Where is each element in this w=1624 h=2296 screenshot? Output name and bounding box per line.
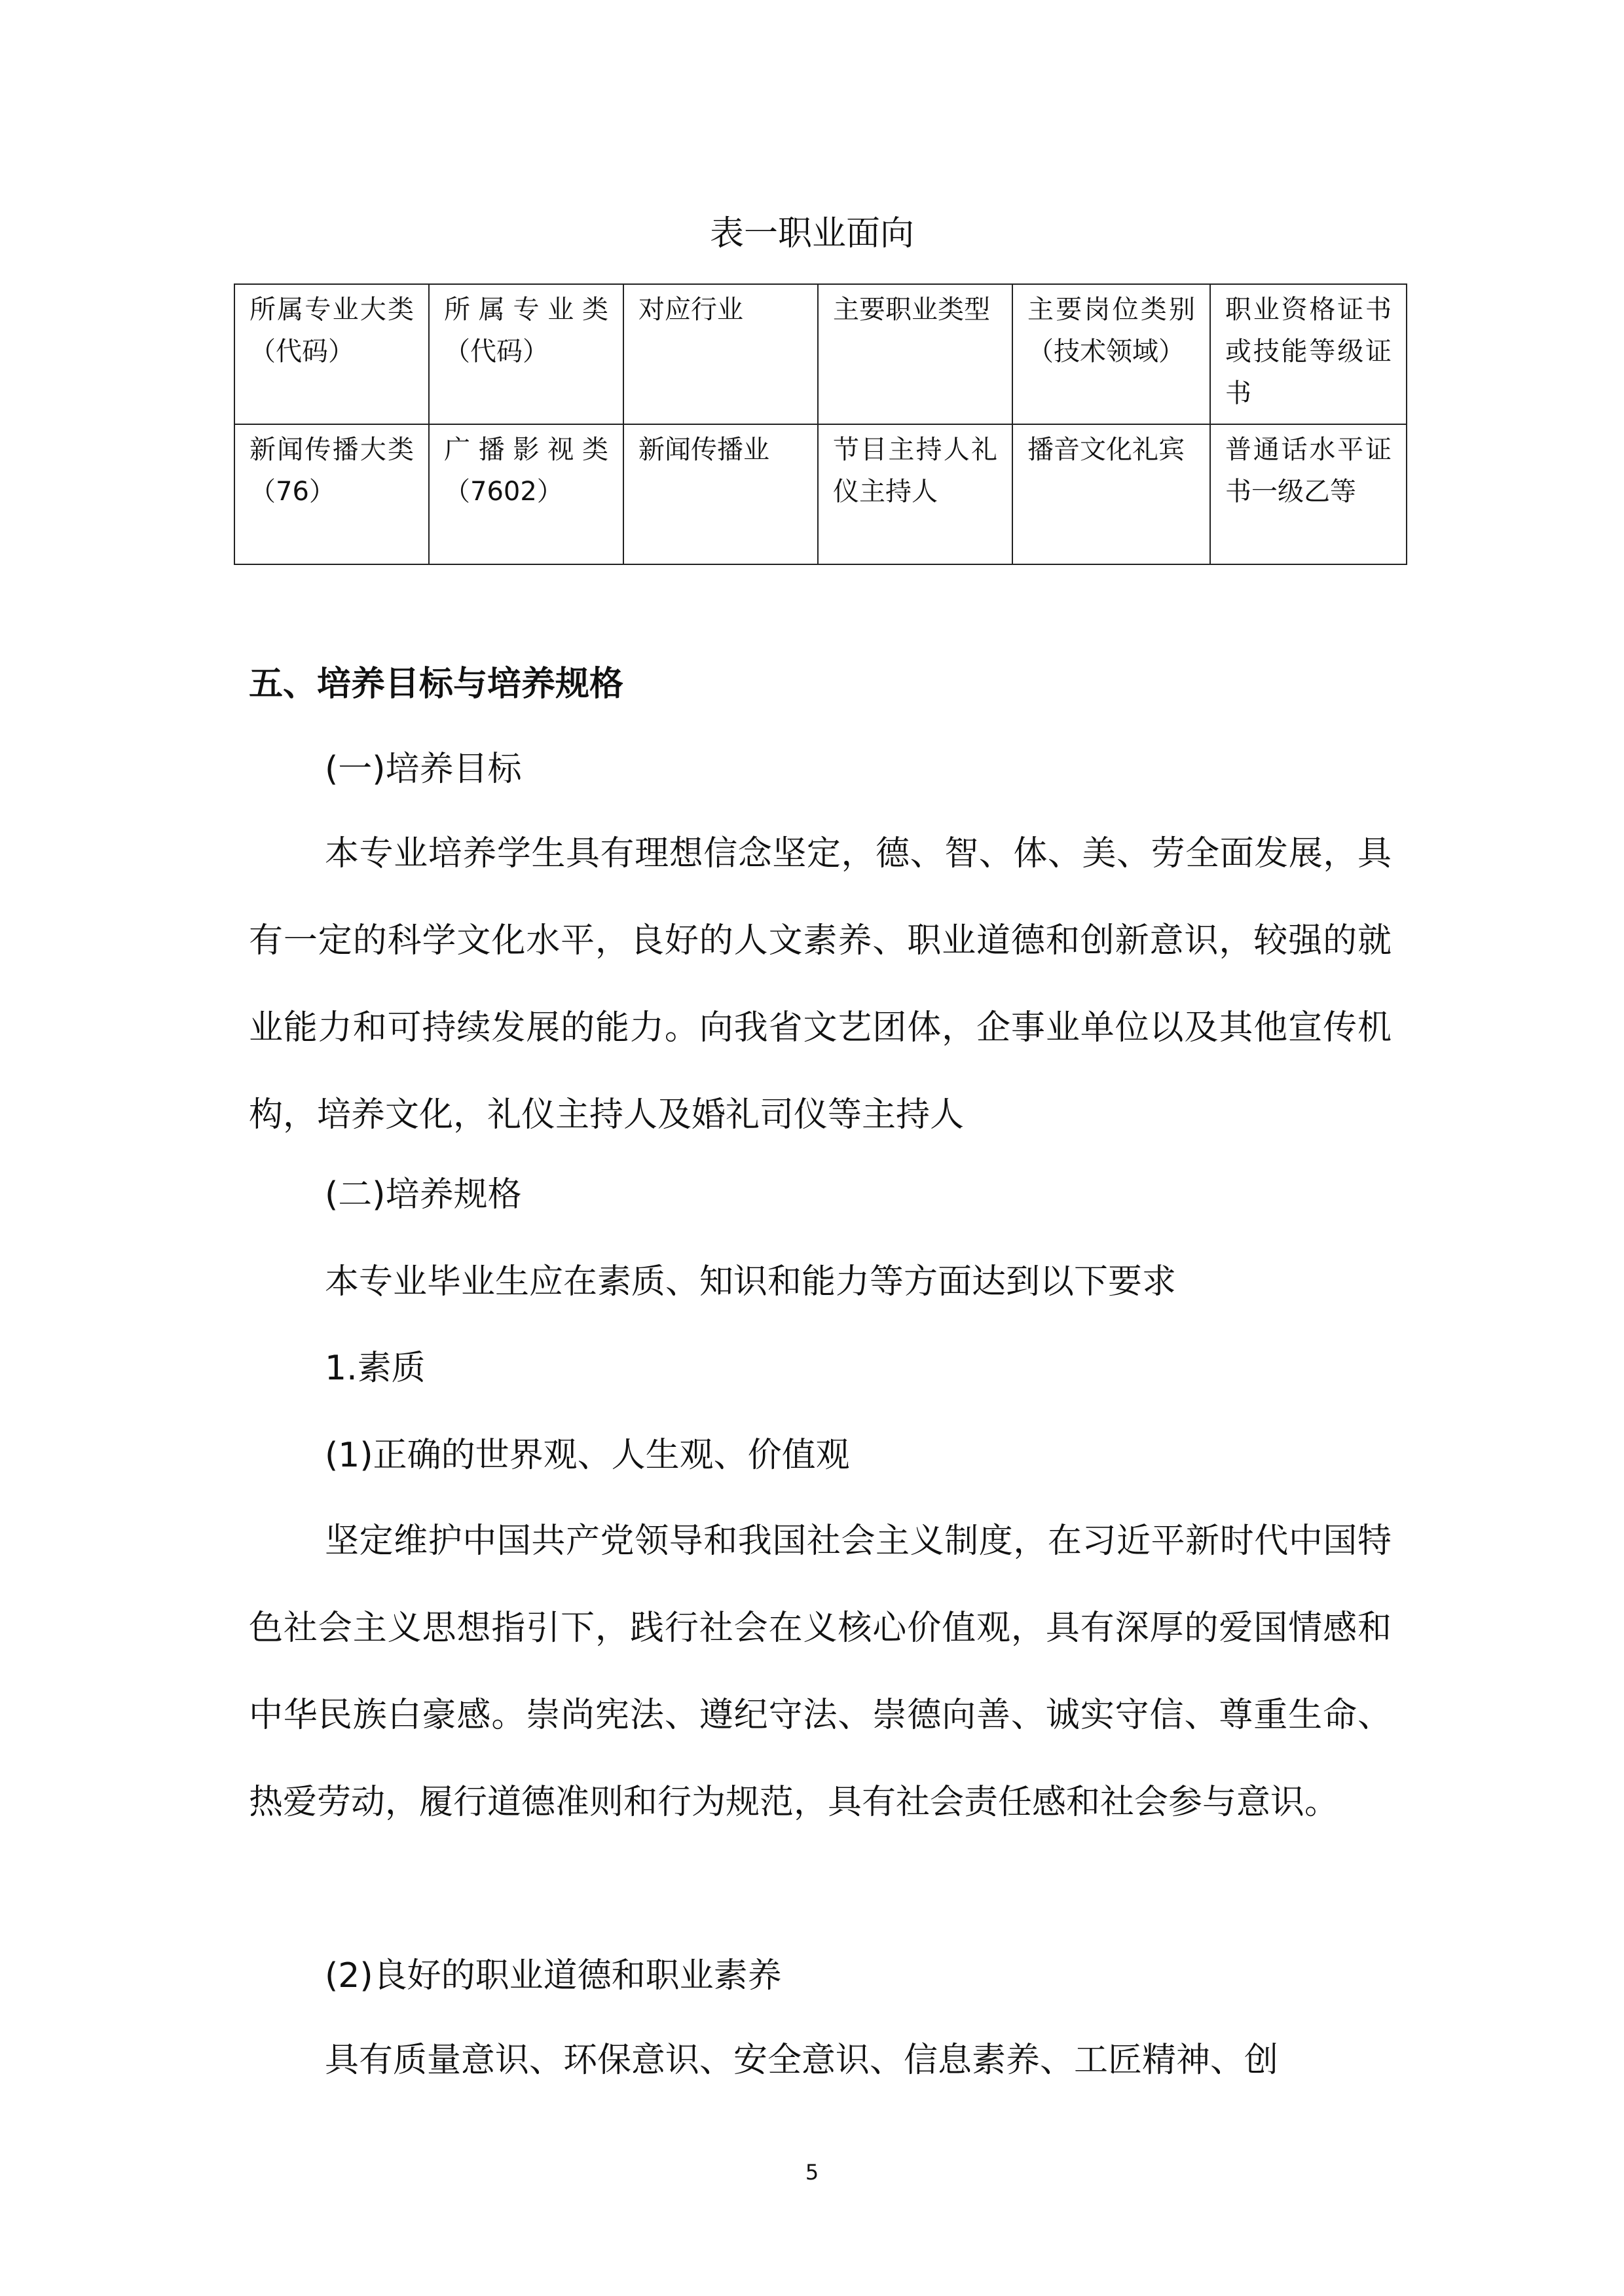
spec-intro: 本专业毕业生应在素质、知识和能力等方面达到以下要求 [325,1262,1177,1302]
table-cell: 普通话水平证书一级乙等 [1210,424,1407,564]
spec-heading: (二)培养规格 [325,1175,522,1214]
table-header-cell: 对应行业 [623,284,818,424]
item1-paragraph: 坚定维护中国共产党领导和我国社会主义制度，在习近平新时代中国特色社会主义思想指引下，践行社会在义核心价值观，具有深厚的爱国情感和中华民族白豪感。崇尚宪法、遵纪守法、崇德向善、诚实守信、尊重生命、热爱劳动，履行道德准则和行为规范，具有社会责任感和社会参与意识。 [249,1522,1392,1822]
table-header-cell: 所属专业大类（代码） [234,284,429,424]
table-cell: 广播影视类（7602） [429,424,623,564]
quality-heading: 1.素质 [325,1349,426,1388]
item2-paragraph: 具有质量意识、环保意识、安全意识、信息素养、工匠精神、创 [325,2041,1279,2080]
table-header-cell: 主要岗位类别（技术领域） [1012,284,1210,424]
goal-heading: (一)培养目标 [325,750,522,789]
table-cell: 节目主持人礼仪主持人 [818,424,1012,564]
table-header-cell: 主要职业类型 [818,284,1012,424]
page-number: 5 [805,2160,819,2185]
table-cell: 新闻传播大类（76） [234,424,429,564]
table-header-cell: 职业资格证书或技能等级证书 [1210,284,1407,424]
table-cell: 新闻传播业 [623,424,818,564]
item2-heading: (2)良好的职业道德和职业素养 [325,1956,782,1995]
career-orientation-table [234,283,1407,565]
goal-paragraph: 本专业培养学生具有理想信念坚定，德、智、体、美、劳全面发展，具有一定的科学文化水平，良好的人文素养、职业道德和创新意识，较强的就业能力和可持续发展的能力。向我省文艺团体，企事业单位以及其他宣传机构，培养文化，礼仪主持人及婚礼司仪等主持人 [249,834,1392,1135]
table-cell: 播音文化礼宾 [1012,424,1210,564]
table-header-cell: 所属专业类（代码） [429,284,623,424]
table-title: 表一职业面向 [709,214,914,253]
section-heading: 五、培养目标与培养规格 [249,665,624,704]
table-row [234,424,1407,564]
table-header-row [234,284,1407,424]
item1-heading: (1)正确的世界观、人生观、价值观 [325,1436,850,1475]
